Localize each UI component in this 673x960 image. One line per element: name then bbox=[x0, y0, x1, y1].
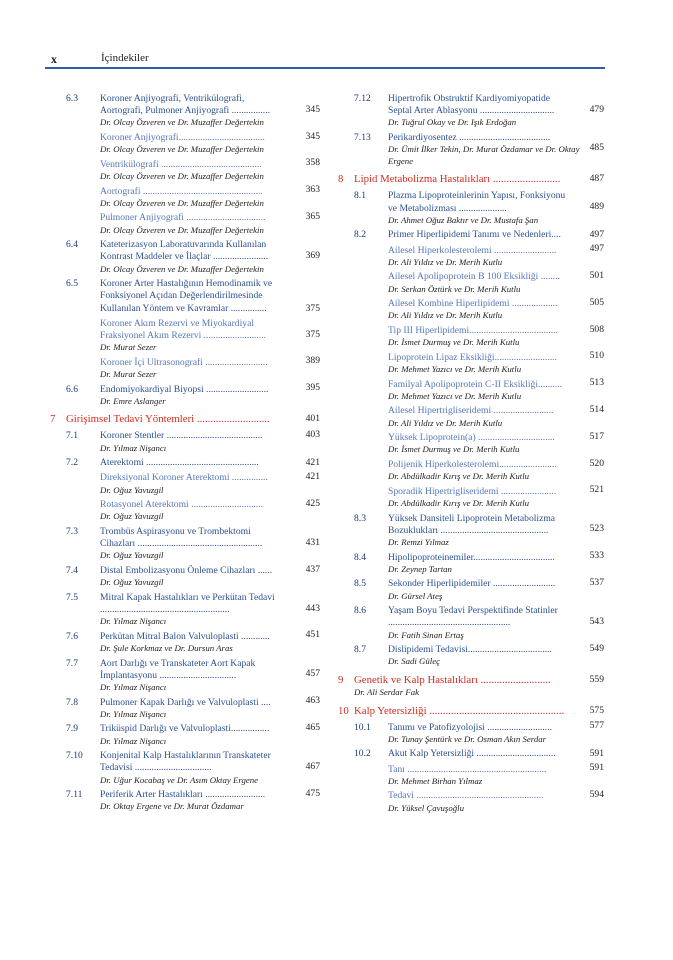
toc-title: Ventrikülografi .......................................... bbox=[100, 158, 262, 170]
toc-number: 7.2 bbox=[66, 457, 78, 469]
toc-section[interactable] bbox=[338, 93, 604, 129]
toc-page-number: 443 bbox=[305, 602, 320, 614]
toc-section[interactable] bbox=[50, 789, 320, 813]
toc-number: 6.5 bbox=[66, 278, 78, 290]
toc-number: 8.6 bbox=[354, 605, 366, 617]
toc-page-number: 549 bbox=[589, 642, 604, 654]
toc-section[interactable] bbox=[338, 132, 604, 167]
toc-title: Akut Kalp Yetersizliği ................................. bbox=[388, 748, 556, 760]
toc-title: Koroner İçi Ultrasonografi .......................... bbox=[100, 356, 268, 368]
toc-number: 7.11 bbox=[66, 789, 83, 801]
page-number: x bbox=[51, 52, 57, 66]
toc-page-number: 514 bbox=[589, 403, 604, 415]
toc-subentry[interactable] bbox=[50, 212, 320, 236]
toc-subentry[interactable] bbox=[50, 159, 320, 183]
toc-chapter[interactable] bbox=[338, 704, 604, 718]
toc-page-number: 431 bbox=[305, 536, 320, 548]
toc-page-number: 475 bbox=[305, 787, 320, 799]
toc-number: 7.13 bbox=[354, 132, 371, 143]
toc-author: Dr. Tuğrul Okay ve Dr. Işık Erdoğan bbox=[388, 117, 517, 128]
toc-number: 6.3 bbox=[66, 93, 78, 104]
toc-author: Dr. Şule Korkmaz ve Dr. Dursun Aras bbox=[100, 642, 233, 653]
toc-number: 7.5 bbox=[66, 591, 78, 603]
toc-author: Dr. Oğuz Yavuzgil bbox=[100, 577, 164, 588]
toc-title: Aortografi .................................................. bbox=[100, 185, 263, 197]
toc-page-number: 421 bbox=[305, 457, 320, 469]
toc-title: Plazma Lipoproteinlerinin Yapısı, Fonksiyonu ve Metabolizması .................... bbox=[388, 190, 566, 214]
toc-page-number: 421 bbox=[305, 470, 320, 482]
toc-subentry[interactable] bbox=[50, 132, 320, 156]
toc-title: Trombüs Aspirasyonu ve Trombektomi Cihazları .................................................... bbox=[100, 525, 263, 550]
toc-section[interactable] bbox=[338, 229, 604, 241]
toc-title: Kalp Yetersizliği .................................................. bbox=[354, 704, 565, 717]
toc-title: Triküspid Darlığı ve Valvuloplasti................ bbox=[100, 723, 270, 735]
toc-number: 9 bbox=[338, 673, 344, 686]
toc-title: Perikardiyosentez ...................................... bbox=[388, 132, 551, 143]
toc-section[interactable] bbox=[50, 750, 320, 786]
toc-author: Dr. Emre Aslanger bbox=[100, 395, 166, 406]
toc-number: 7.10 bbox=[66, 750, 83, 762]
toc-author: Dr. Murat Sezer bbox=[100, 369, 157, 379]
toc-title: Pulmoner Kapak Darlığı ve Valvuloplasti .... bbox=[100, 696, 271, 708]
toc-page-number: 485 bbox=[589, 142, 604, 154]
toc-page-number: 467 bbox=[305, 760, 320, 772]
toc-section[interactable] bbox=[338, 644, 604, 668]
toc-author: Dr. Yılmaz Nişancı bbox=[100, 681, 167, 692]
toc-number: 8.5 bbox=[354, 578, 366, 590]
toc-chapter[interactable] bbox=[338, 673, 604, 699]
toc-section[interactable] bbox=[50, 723, 320, 747]
toc-section[interactable] bbox=[50, 631, 320, 655]
toc-page-number: 345 bbox=[305, 130, 320, 142]
toc-subentry[interactable] bbox=[338, 790, 604, 814]
toc-author: Dr. Yılmaz Nişancı bbox=[100, 442, 167, 453]
toc-author: Dr. Ahmet Oğuz Baktır ve Dr. Mustafa Şan bbox=[388, 214, 539, 225]
toc-number: 7.8 bbox=[66, 696, 78, 708]
toc-author: Dr. Ali Yıldız ve Dr. Merih Kutlu bbox=[388, 310, 503, 321]
toc-author: Dr. Sadi Güleç bbox=[388, 656, 441, 667]
toc-page-number: 451 bbox=[305, 629, 320, 641]
toc-author: Dr. Olcay Özveren ve Dr. Muzaffer Değertekin bbox=[100, 197, 264, 208]
toc-page-number: 457 bbox=[305, 668, 320, 680]
toc-title: Girişimsel Tedavi Yöntemleri ........................... bbox=[66, 413, 270, 426]
toc-section[interactable] bbox=[50, 93, 320, 129]
toc-section[interactable] bbox=[50, 592, 320, 628]
toc-page-number: 489 bbox=[589, 201, 604, 213]
toc-title: Perkütan Mitral Balon Valvuloplasti ............ bbox=[100, 630, 270, 642]
toc-title: Tedavi ..................................................... bbox=[388, 790, 544, 802]
toc-page-number: 395 bbox=[305, 382, 320, 394]
toc-author: Dr. Tunay Şentürk ve Dr. Osman Akın Serdar bbox=[388, 733, 547, 744]
toc-number: 7.12 bbox=[354, 93, 371, 104]
toc-author: Dr. Gürsel Ateş bbox=[388, 590, 443, 601]
toc-author: Dr. Ümit İlker Tekin, Dr. Murat Özdamar ve Dr. Oktay Ergene bbox=[388, 144, 580, 166]
toc-title: Aterektomi ............................................... bbox=[100, 457, 259, 469]
toc-number: 8.1 bbox=[354, 190, 366, 202]
toc-title: Rotasyonel Aterektomi .............................. bbox=[100, 499, 264, 511]
toc-author: Dr. Olcay Özveren ve Dr. Muzaffer Değertekin bbox=[100, 171, 264, 181]
toc-number: 7.7 bbox=[66, 657, 78, 669]
toc-number: 10.1 bbox=[354, 721, 371, 733]
toc-chapter[interactable] bbox=[338, 172, 604, 186]
toc-subentry[interactable] bbox=[338, 764, 604, 788]
toc-page-number: 345 bbox=[305, 103, 320, 115]
toc-title: Ailesel Apolipoprotein B 100 Eksikliği ........ bbox=[388, 271, 560, 283]
toc-subentry[interactable] bbox=[50, 186, 320, 210]
toc-author: Dr. Yılmaz Nişancı bbox=[100, 708, 167, 719]
toc-number: 7.4 bbox=[66, 564, 78, 576]
toc-number: 6.6 bbox=[66, 383, 78, 395]
toc-author: Dr. Olcay Özveren ve Dr. Muzaffer Değertekin bbox=[100, 224, 264, 235]
toc-section[interactable] bbox=[50, 697, 320, 721]
toc-page-number: 575 bbox=[589, 704, 604, 716]
toc-page-number: 594 bbox=[589, 788, 604, 800]
toc-author: Dr. Fatih Sinan Ertaş bbox=[388, 629, 464, 640]
toc-subentry[interactable] bbox=[50, 472, 320, 496]
toc-subentry[interactable] bbox=[338, 245, 604, 269]
toc-author: Dr. Mehmet Yazıcı ve Dr. Merih Kutlu bbox=[388, 363, 522, 374]
toc-number: 7.3 bbox=[66, 525, 78, 537]
toc-title: Koroner Akım Rezervi ve Miyokardiyal Fraksiyonel Akım Rezervi .......................... bbox=[100, 317, 267, 341]
toc-page-number: 517 bbox=[589, 430, 604, 442]
toc-page-number: 487 bbox=[589, 173, 604, 185]
toc-section[interactable] bbox=[50, 526, 320, 562]
toc-right-column bbox=[338, 93, 604, 817]
toc-section[interactable] bbox=[338, 748, 604, 760]
toc-author: Dr. Ali Yıldız ve Dr. Merih Kutlu bbox=[388, 417, 503, 428]
toc-page-number: 389 bbox=[305, 355, 320, 367]
toc-title: Lipoprotein Lipaz Eksikliği.......................... bbox=[388, 351, 557, 363]
toc-title: Tanı .......................................................... bbox=[388, 763, 547, 775]
toc-section[interactable] bbox=[338, 722, 604, 746]
toc-page-number: 533 bbox=[589, 550, 604, 562]
toc-subentry[interactable] bbox=[50, 499, 320, 523]
toc-section[interactable] bbox=[50, 278, 320, 315]
toc-title: Dislipidemi Tedavisi................................... bbox=[388, 644, 552, 656]
toc-page-number: 497 bbox=[589, 243, 604, 255]
toc-section[interactable] bbox=[338, 190, 604, 226]
toc-title: Kateterizasyon Laboratuvarında Kullanılan Kontrast Maddeler ve İlaçlar ....................... bbox=[100, 239, 269, 263]
toc-page-number: 425 bbox=[305, 497, 320, 509]
toc-page-number: 465 bbox=[305, 721, 320, 733]
toc-subentry[interactable] bbox=[338, 271, 604, 295]
toc-page-number: 375 bbox=[305, 302, 320, 314]
toc-title: Periferik Arter Hastalıkları ......................... bbox=[100, 789, 266, 801]
toc-title: Pulmoner Anjiyografi ................................. bbox=[100, 212, 266, 224]
toc-page-number: 537 bbox=[589, 576, 604, 588]
toc-title: Tip III Hiperlipidemi..................................... bbox=[388, 324, 558, 336]
toc-author: Dr. Olcay Özveren ve Dr. Muzaffer Değertekin bbox=[100, 263, 264, 274]
toc-title: Hipertrofik Obstruktif Kardiyomiyopatide Septal Arter Ablasyonu ............................... bbox=[388, 93, 555, 117]
toc-author: Dr. Zeynep Tartan bbox=[388, 563, 452, 574]
toc-title: Endomiyokardiyal Biyopsi .......................... bbox=[100, 383, 269, 395]
toc-chapter[interactable] bbox=[50, 412, 320, 426]
toc-title: Yaşam Boyu Tedavi Perspektifinde Statinler ................................................... bbox=[388, 605, 558, 629]
toc-number: 8.2 bbox=[354, 229, 366, 241]
toc-page-number: 369 bbox=[305, 249, 320, 261]
toc-title: Primer Hiperlipidemi Tanımı ve Nedenleri.... bbox=[388, 229, 561, 241]
toc-page-number: 479 bbox=[589, 103, 604, 115]
toc-subentry[interactable] bbox=[338, 432, 604, 456]
toc-author: Dr. Oğuz Yavuzgil bbox=[100, 550, 164, 561]
toc-title: Hipolipoproteinemiler.................................. bbox=[388, 551, 555, 563]
toc-section[interactable] bbox=[338, 513, 604, 549]
toc-number: 10 bbox=[338, 704, 349, 717]
toc-title: Konjenital Kalp Hastalıklarının Transkateter Tedavisi ................................ bbox=[100, 750, 271, 774]
toc-author: Dr. Abdülkadir Kırış ve Dr. Merih Kutlu bbox=[388, 497, 530, 508]
toc-page-number: 497 bbox=[589, 229, 604, 241]
toc-title: Yüksek Lipoprotein(a) ................................ bbox=[388, 432, 555, 444]
toc-page-number: 401 bbox=[305, 413, 320, 425]
toc-subentry[interactable] bbox=[338, 325, 604, 349]
toc-section[interactable] bbox=[50, 384, 320, 408]
toc-page-number: 358 bbox=[305, 157, 320, 169]
toc-page-number: 463 bbox=[305, 695, 320, 707]
toc-page-number: 403 bbox=[305, 428, 320, 440]
toc-left-column bbox=[50, 93, 320, 816]
toc-author: Dr. Ali Serdar Fak bbox=[354, 686, 419, 697]
toc-title: Ailesel Kombine Hiperlipidemi ................... bbox=[388, 298, 558, 310]
toc-title: Tanımı ve Patofizyolojisi ........................... bbox=[388, 721, 553, 733]
toc-title: Sekonder Hiperlipidemiler .......................... bbox=[388, 578, 556, 590]
toc-number: 8.7 bbox=[354, 644, 366, 656]
toc-page-number: 559 bbox=[589, 673, 604, 685]
toc-author: Dr. İsmet Durmuş ve Dr. Merih Kutlu bbox=[388, 337, 520, 348]
toc-author: Dr. Olcay Özveren ve Dr. Muzaffer Değertekin bbox=[100, 117, 264, 128]
toc-author: Dr. Mehmet Birhan Yılmaz bbox=[388, 775, 483, 786]
toc-number: 7.6 bbox=[66, 630, 78, 642]
toc-author: Dr. Murat Sezer bbox=[100, 342, 157, 353]
toc-author: Dr. Uğur Kocabaş ve Dr. Asım Oktay Ergene bbox=[100, 774, 259, 785]
toc-section[interactable] bbox=[50, 239, 320, 275]
toc-page-number: 543 bbox=[589, 615, 604, 627]
toc-title: Mitral Kapak Hastalıkları ve Perkütan Tedavi ...................................................... bbox=[100, 591, 275, 615]
toc-number: 8.4 bbox=[354, 551, 366, 563]
toc-subentry[interactable] bbox=[338, 459, 604, 483]
running-title: İçindekiler bbox=[101, 52, 149, 64]
toc-section[interactable] bbox=[338, 578, 604, 602]
toc-author: Dr. Oğuz Yavuzgil bbox=[100, 511, 164, 522]
toc-page-number: 505 bbox=[589, 296, 604, 308]
toc-title: Ailesel Hiperkolesterolemi .......................... bbox=[388, 244, 557, 256]
toc-title: Koroner Anjiyografi, Ventrikülografi, Aortografi, Pulmoner Anjiyografi ................ bbox=[100, 93, 270, 117]
toc-author: Dr. Serkan Öztürk ve Dr. Merih Kutlu bbox=[388, 283, 521, 294]
toc-author: Dr. Oktay Ergene ve Dr. Murat Özdamar bbox=[100, 801, 244, 812]
toc-subentry[interactable] bbox=[50, 357, 320, 381]
toc-subentry[interactable] bbox=[338, 352, 604, 376]
toc-author: Dr. Yılmaz Nişancı bbox=[100, 735, 167, 746]
toc-title: Polijenik Hiperkolesterolemi........................ bbox=[388, 458, 557, 470]
toc-page-number: 523 bbox=[589, 523, 604, 535]
toc-page-number: 591 bbox=[589, 748, 604, 760]
toc-title: Direksiyonal Koroner Aterektomi ............... bbox=[100, 472, 268, 484]
toc-subentry[interactable] bbox=[338, 486, 604, 510]
toc-title: Sporadik Hipertrigliseridemi ....................... bbox=[388, 485, 557, 497]
toc-page-number: 501 bbox=[589, 269, 604, 281]
toc-title: Koroner Arter Hastalığının Hemodinamik ve Fonksiyonel Açıdan Değerlendirilmesinde Kullanılan Yöntem ve Kavramlar ............... bbox=[100, 278, 273, 314]
toc-page-number: 437 bbox=[305, 563, 320, 575]
toc-title: Yüksek Dansiteli Lipoprotein Metabolizma Bozuklukları ............................................. bbox=[388, 512, 556, 536]
toc-section[interactable] bbox=[50, 457, 320, 469]
toc-title: Koroner Anjiyografi.................................... bbox=[100, 132, 265, 143]
toc-page-number: 375 bbox=[305, 328, 320, 340]
toc-number: 7.1 bbox=[66, 430, 78, 442]
toc-number: 10.2 bbox=[354, 748, 371, 760]
toc-page-number: 520 bbox=[589, 457, 604, 469]
toc-page-number: 508 bbox=[589, 323, 604, 335]
toc-author: Dr. İsmet Durmuş ve Dr. Merih Kutlu bbox=[388, 444, 520, 455]
toc-number: 7.9 bbox=[66, 723, 78, 735]
toc-page-number: 510 bbox=[589, 350, 604, 362]
toc-section[interactable] bbox=[338, 605, 604, 641]
toc-subentry[interactable] bbox=[338, 379, 604, 403]
toc-number: 6.4 bbox=[66, 239, 78, 251]
toc-page-number: 513 bbox=[589, 377, 604, 389]
toc-author: Dr. Ali Yıldız ve Dr. Merih Kutlu bbox=[388, 256, 503, 267]
toc-title: Ailesel Hipertrigliseridemi ......................... bbox=[388, 405, 554, 417]
toc-section[interactable] bbox=[50, 565, 320, 589]
toc-subentry[interactable] bbox=[338, 298, 604, 322]
toc-title: Familyal Apolipoprotein C-II Eksikliği.......... bbox=[388, 378, 563, 390]
toc-number: 8.3 bbox=[354, 512, 366, 524]
toc-number: 8 bbox=[338, 173, 344, 186]
toc-page-number: 363 bbox=[305, 184, 320, 196]
toc-number: 7 bbox=[50, 413, 56, 426]
toc-author: Dr. Oğuz Yavuzgil bbox=[100, 484, 164, 495]
toc-subentry[interactable] bbox=[50, 318, 320, 354]
toc-section[interactable] bbox=[50, 430, 320, 454]
toc-section[interactable] bbox=[338, 552, 604, 576]
toc-section[interactable] bbox=[50, 658, 320, 694]
toc-author: Dr. Olcay Özveren ve Dr. Muzaffer Değertekin bbox=[100, 144, 264, 155]
toc-subentry[interactable] bbox=[338, 405, 604, 429]
toc-title: Aort Darlığı ve Transkateter Aort Kapak İmplantasyonu ................................ bbox=[100, 657, 256, 681]
toc-author: Dr. Remzi Yılmaz bbox=[388, 536, 449, 547]
toc-page-number: 365 bbox=[305, 210, 320, 222]
toc-author: Dr. Mehmet Yazıcı ve Dr. Merih Kutlu bbox=[388, 390, 522, 401]
header-rule bbox=[45, 67, 605, 69]
toc-title: Genetik ve Kalp Hastalıkları .......................... bbox=[354, 673, 551, 686]
toc-title: Distal Embolizasyonu Önleme Cihazları ...... bbox=[100, 564, 273, 576]
toc-title: Lipid Metabolizma Hastalıkları ......................... bbox=[354, 173, 561, 186]
toc-author: Dr. Abdülkadir Kırış ve Dr. Merih Kutlu bbox=[388, 471, 530, 482]
toc-page-number: 591 bbox=[589, 762, 604, 774]
toc-author: Dr. Yüksel Çavuşoğlu bbox=[388, 802, 464, 813]
toc-author: Dr. Yılmaz Nişancı bbox=[100, 616, 167, 627]
toc-page-number: 521 bbox=[589, 484, 604, 496]
toc-page-number: 577 bbox=[589, 720, 604, 732]
toc-title: Koroner Stentler ........................................ bbox=[100, 430, 263, 442]
